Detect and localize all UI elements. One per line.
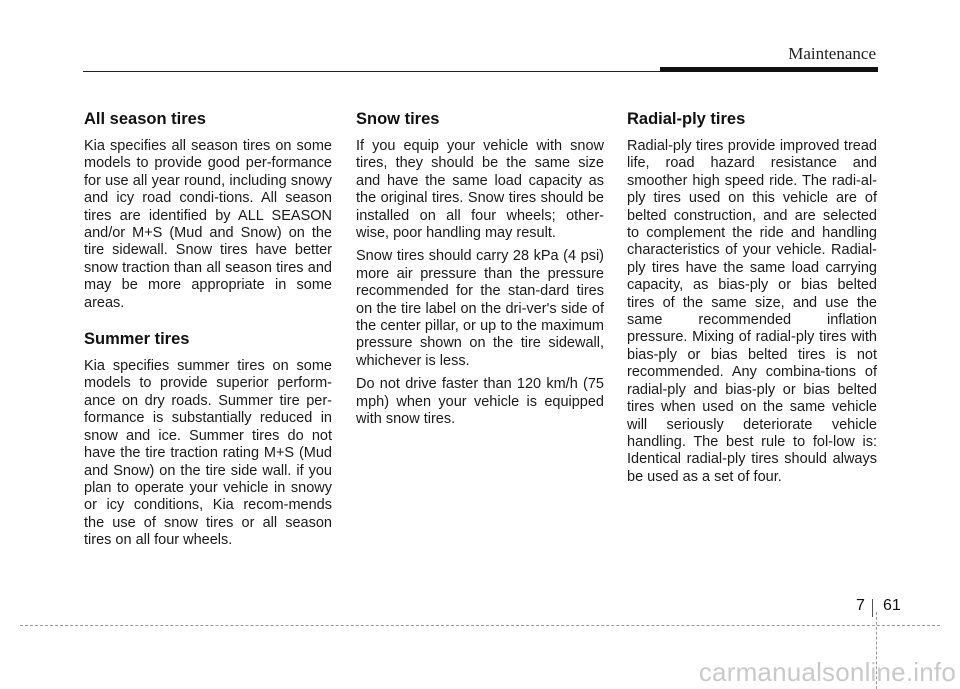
header-rule-thick	[660, 67, 878, 72]
paragraph-snow-3: Do not drive faster than 120 km/h (75 mph) when your vehicle is equipped with snow tires.	[356, 376, 604, 428]
chapter-number: 7	[856, 597, 865, 614]
column-left	[84, 110, 332, 556]
watermark-text: carmanualsonline.info	[698, 657, 956, 687]
section-heading-summer: Summer tires	[84, 330, 190, 349]
paragraph-all-season: Kia specifies all season tires on some models to provide good per-formance for use all year round, including snowy and icy road condi-tions. All season tires are identified by ALL SEASON and/or M+S (Mud and Snow) on the tire sidewall. Snow tires have better snow traction than all season tires and may be more appropriate in some areas.	[84, 138, 332, 311]
section-heading-snow: Snow tires	[356, 110, 440, 128]
paragraph-snow-2: Snow tires should carry 28 kPa (4 psi) more air pressure than the pressure recommended for the stan-dard tires on the tire label on the dri-ver's side of the center pillar, or up to the maximum pressure shown on the tire sidewall, whichever is less.	[356, 248, 604, 369]
footer-divider	[20, 625, 940, 626]
paragraph-snow-1: If you equip your vehicle with snow tires, they should be the same size and have the same load capacity as the original tires. Snow tires should be installed on all four wheels; other-wise, poor handling may result.	[356, 138, 604, 242]
paragraph-radial: Radial-ply tires provide improved tread life, road hazard resistance and smoother high speed ride. The radi-al-ply tires used on this vehicle are of belted construction, and are selected to complement the ride and handling characteristics of your vehicle. Radial-ply tires have the same load carrying capacity, as bias-ply or bias belted tires of the same size, and use the same recommended inflation pressure. Mixing of radial-ply tires with bias-ply or bias belted tires is not recommended. Any combina-tions of radial-ply and bias-ply or bias belted tires when used on the same vehicle will seriously deteriorate vehicle handling. The best rule to fol-low is: Identical radial-ply tires should always be used as a set of four.	[627, 138, 877, 485]
page-number: 61	[883, 597, 901, 614]
page-number-separator	[872, 599, 873, 617]
column-right	[627, 110, 877, 492]
column-middle	[356, 110, 604, 435]
paragraph-summer: Kia specifies summer tires on some models to provide superior perform-ance on dry roads. Summer tire per-formance is substantially reduced in snow and ice. Summer tires do not have the tire traction rating M+S (Mud and Snow) on the tire side wall. if you plan to operate your vehicle in snowy or icy conditions, Kia recom-mends the use of snow tires or all season tires on all four wheels.	[84, 358, 332, 549]
section-heading-radial: Radial-ply tires	[627, 110, 746, 128]
section-heading-all-season: All season tires	[84, 110, 206, 128]
header-title: Maintenance	[788, 44, 876, 63]
header-rule-thin	[83, 71, 660, 72]
